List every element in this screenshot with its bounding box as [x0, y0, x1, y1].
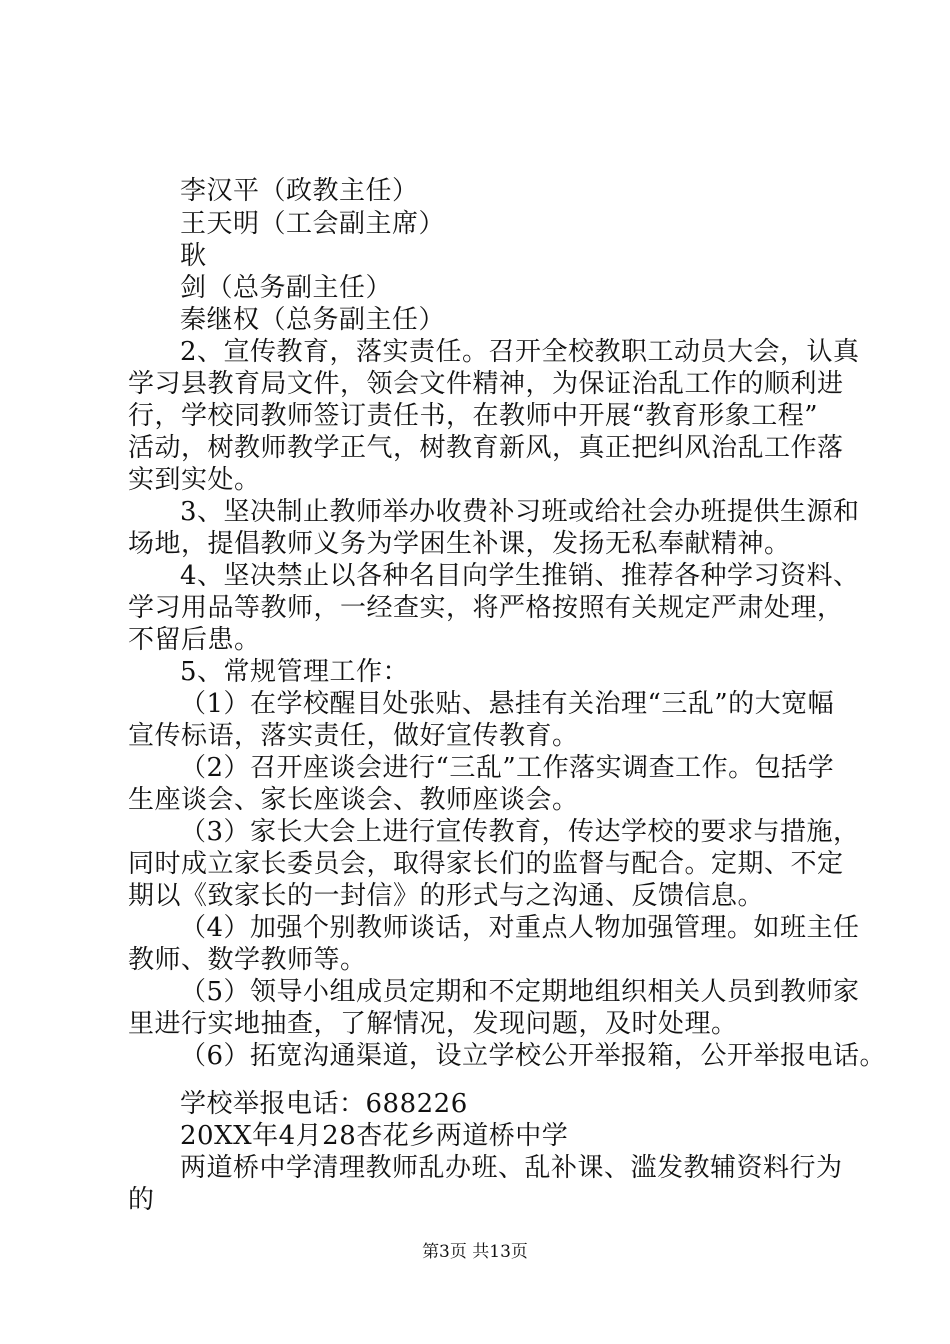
text-line: 5、常规管理工作：: [180, 657, 410, 687]
text-line: （4）加强个别教师谈话，对重点人物加强管理。如班主任: [180, 913, 860, 943]
text-line: （1）在学校醒目处张贴、悬挂有关治理“三乱”的大宽幅: [180, 689, 835, 719]
section-title: 两道桥中学清理教师乱办班、乱补课、滥发教辅资料行为: [180, 1153, 843, 1183]
text-line: 里进行实地抽查，了解情况，发现问题，及时处理。: [128, 1009, 738, 1039]
text-line: 同时成立家长委员会，取得家长们的监督与配合。定期、不定: [128, 849, 844, 879]
text-line: 教师、数学教师等。: [128, 945, 367, 975]
text-line: （2）召开座谈会进行“三乱”工作落实调查工作。包括学: [180, 753, 835, 783]
text-line: （3）家长大会上进行宣传教育，传达学校的要求与措施，: [180, 817, 860, 847]
text-line: 实到实处。: [128, 465, 261, 495]
section-title-cont: 的: [128, 1185, 155, 1215]
text-line: 生座谈会、家长座谈会、教师座谈会。: [128, 785, 579, 815]
date-school: 20XX年4月28杏花乡两道桥中学: [180, 1121, 569, 1151]
text-line: 不留后患。: [128, 625, 261, 655]
report-phone: 学校举报电话：688226: [180, 1089, 468, 1119]
text-line: 秦继权（总务副主任）: [180, 305, 446, 335]
text-line: 剑（总务副主任）: [180, 273, 393, 303]
text-line: 学习县教育局文件，领会文件精神，为保证治乱工作的顺利进: [128, 369, 844, 399]
text-line: （6）拓宽沟通渠道，设立学校公开举报箱，公开举报电话。: [180, 1041, 887, 1071]
text-line: 王天明（工会副主席）: [180, 209, 446, 239]
page-footer: 第3页 共13页: [422, 1242, 528, 1262]
text-line: 李汉平（政教主任）: [180, 176, 419, 206]
text-line: 2、宣传教育，落实责任。召开全校教职工动员大会，认真: [180, 337, 860, 367]
text-line: 学习用品等教师，一经查实，将严格按照有关规定严肃处理，: [128, 593, 844, 623]
text-line: （5）领导小组成员定期和不定期地组织相关人员到教师家: [180, 977, 860, 1007]
text-line: 场地，提倡教师义务为学困生补课，发扬无私奉献精神。: [128, 529, 791, 559]
text-line: 期以《致家长的一封信》的形式与之沟通、反馈信息。: [128, 881, 765, 911]
text-line: 3、坚决制止教师举办收费补习班或给社会办班提供生源和: [180, 497, 860, 527]
text-line: 活动，树教师教学正气，树教育新风，真正把纠风治乱工作落: [128, 433, 844, 463]
text-line: 宣传标语，落实责任，做好宣传教育。: [128, 721, 579, 751]
text-line: 行，学校同教师签订责任书，在教师中开展“教育形象工程”: [128, 401, 819, 431]
text-line: 耿: [180, 241, 207, 271]
text-line: 4、坚决禁止以各种名目向学生推销、推荐各种学习资料、: [180, 561, 860, 591]
